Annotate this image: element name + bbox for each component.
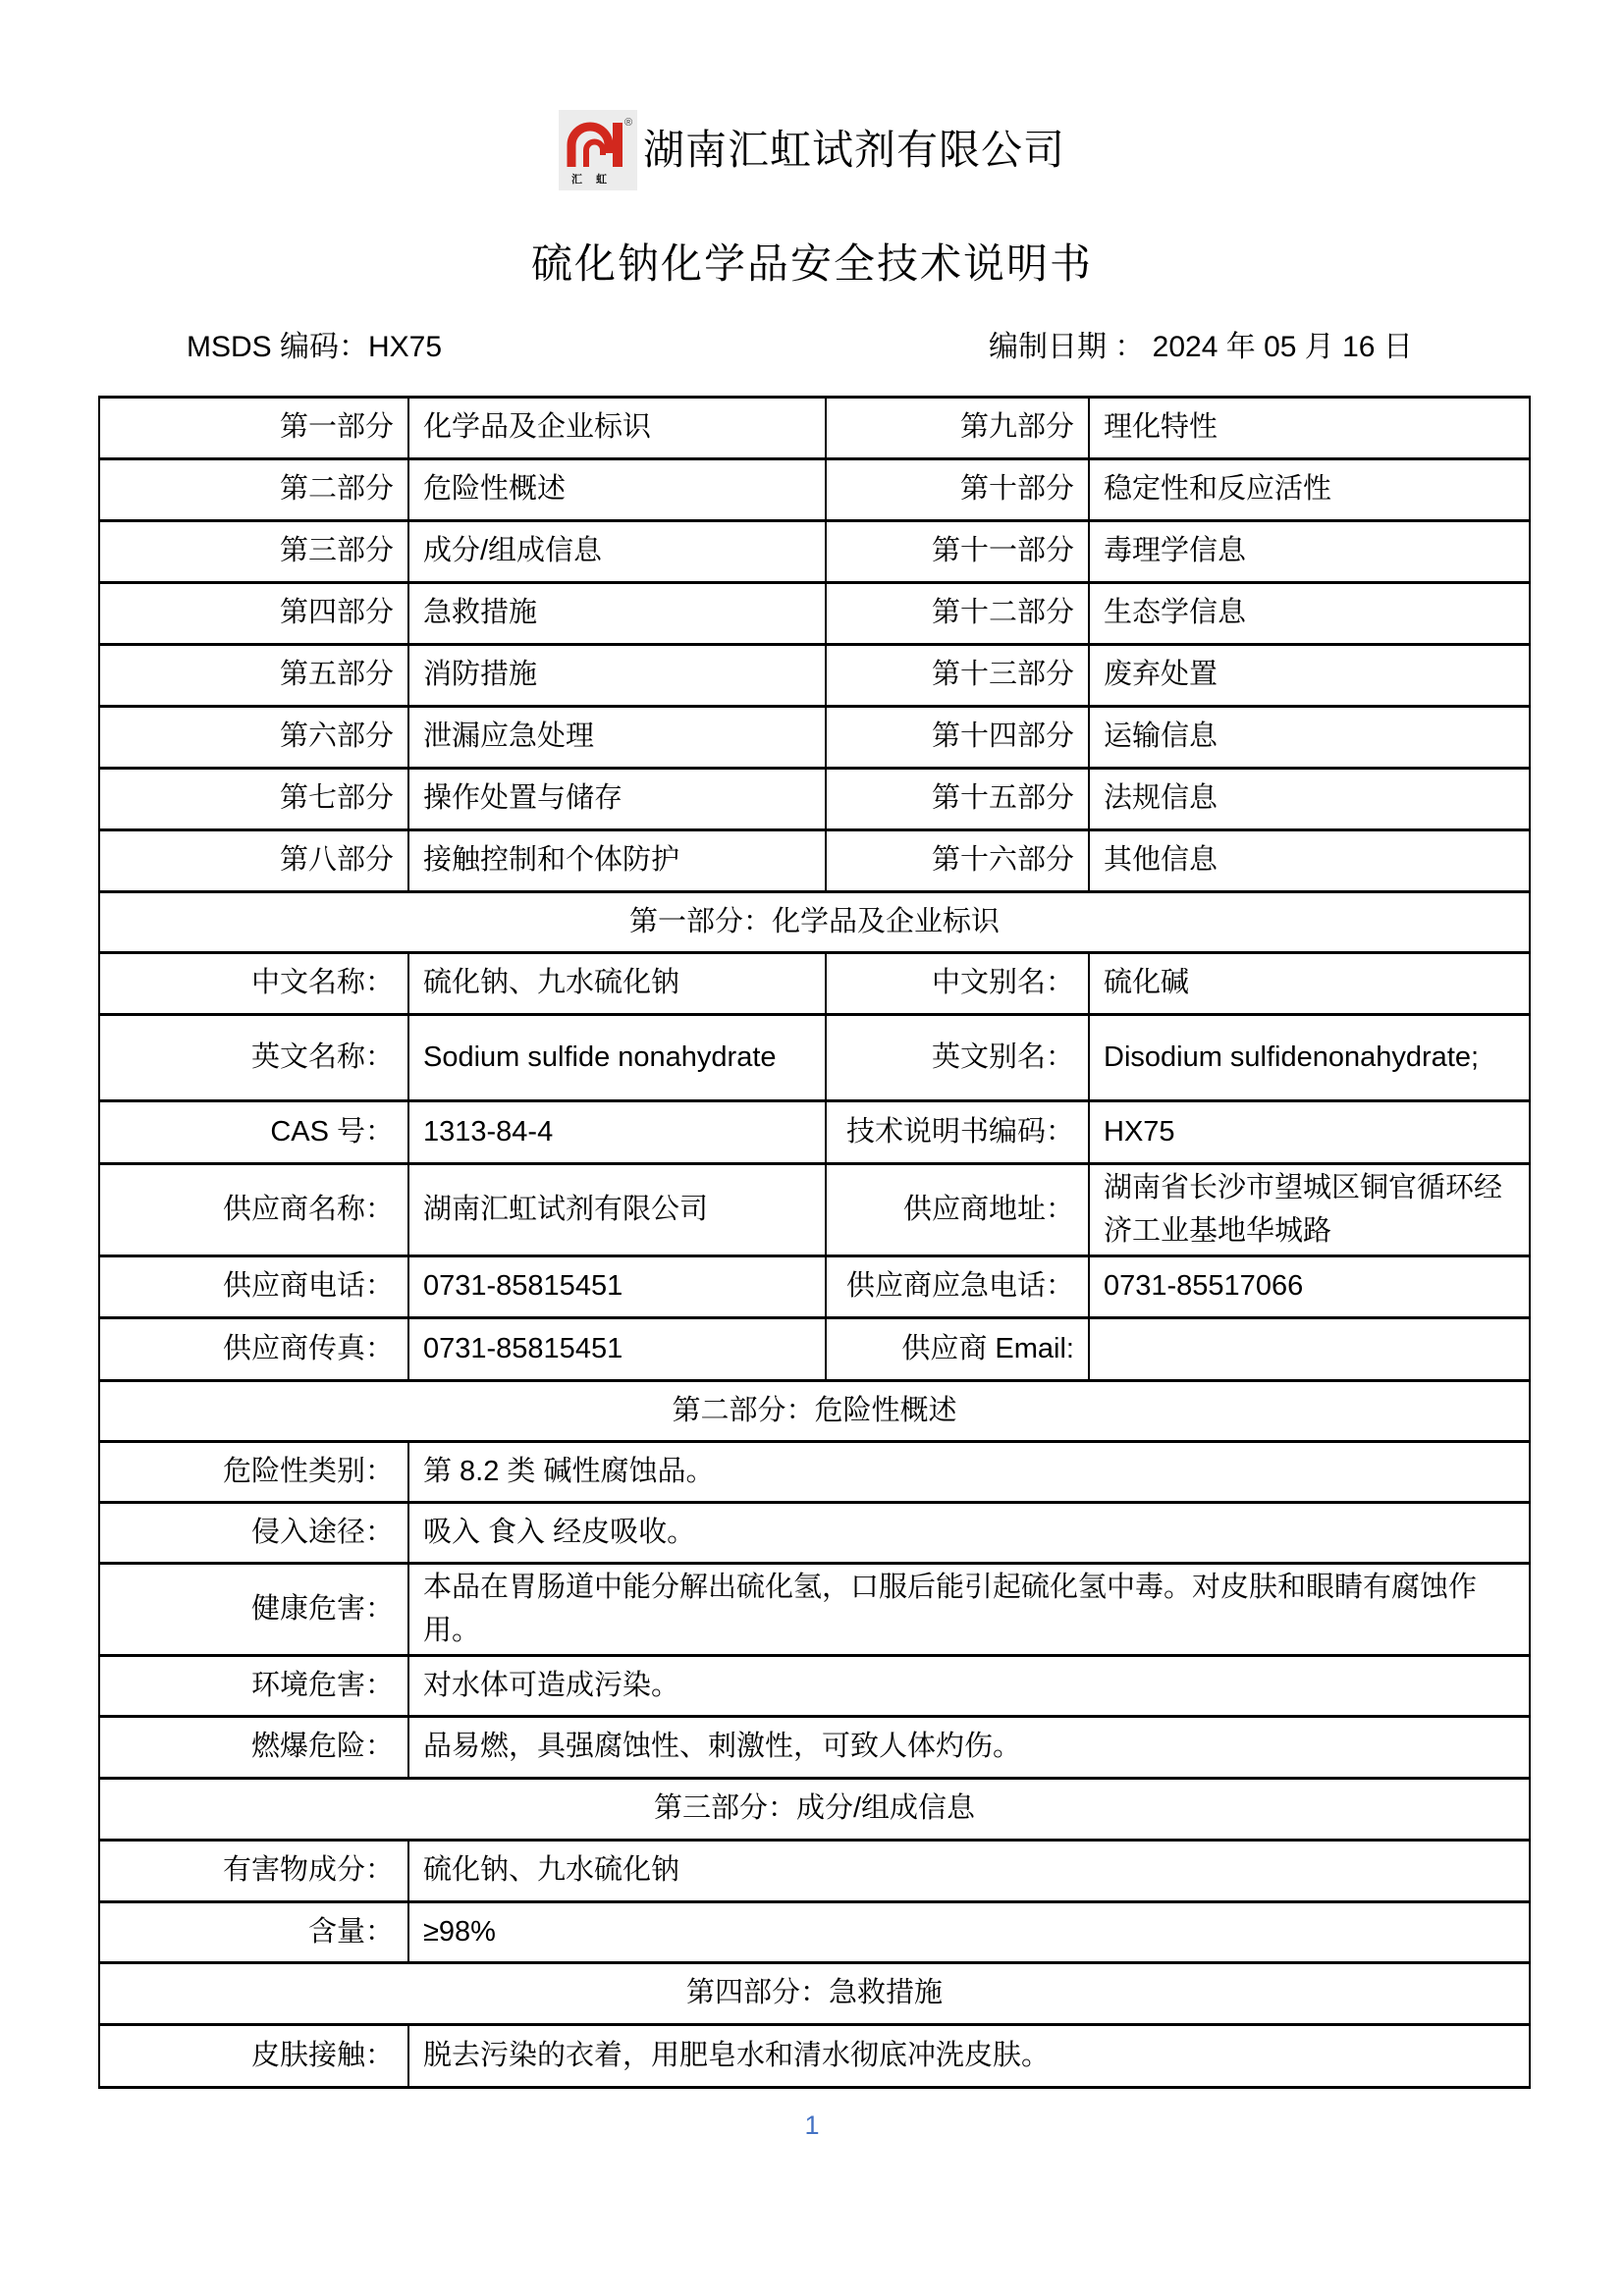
- field-label: 中文名称：: [99, 953, 408, 1015]
- toc-part-cell: 第六部分: [99, 707, 408, 769]
- table-row: [99, 521, 1530, 583]
- section-header: 第二部分：危险性概述: [99, 1381, 1530, 1442]
- table-row: [99, 1656, 1530, 1717]
- section-header: 第一部分：化学品及企业标识: [99, 892, 1530, 953]
- toc-title-cell: 成分/组成信息: [408, 521, 826, 583]
- field-label: 供应商传真：: [99, 1318, 408, 1381]
- toc-title-cell: 毒理学信息: [1089, 521, 1530, 583]
- svg-text:汇虹: 汇虹: [570, 174, 621, 186]
- msds-meta-line: [0, 322, 1624, 365]
- field-label: 供应商电话：: [99, 1256, 408, 1318]
- field-label: 英文名称：: [99, 1015, 408, 1101]
- field-value: ≥98%: [408, 1902, 1530, 1963]
- toc-part-cell: 第十四部分: [826, 707, 1089, 769]
- msds-table: [98, 396, 1531, 2089]
- toc-part-cell: 第十部分: [826, 459, 1089, 521]
- field-value: 硫化钠、九水硫化钠: [408, 953, 826, 1015]
- field-label: 供应商地址：: [826, 1164, 1089, 1256]
- table-row: [99, 707, 1530, 769]
- field-value: 0731-85815451: [408, 1318, 826, 1381]
- toc-title-cell: 生态学信息: [1089, 583, 1530, 645]
- toc-title-cell: 法规信息: [1089, 769, 1530, 830]
- compile-date: 编制日期 ： 2024 年 05 月 16 日: [989, 331, 1413, 363]
- section-header-row: [99, 892, 1530, 953]
- table-row: [99, 769, 1530, 830]
- toc-title-cell: 急救措施: [408, 583, 826, 645]
- field-value: 湖南省长沙市望城区铜官循环经济工业基地华城路: [1089, 1164, 1530, 1256]
- table-row: [99, 1902, 1530, 1963]
- field-label: 健康危害：: [99, 1564, 408, 1656]
- table-row: [99, 1564, 1530, 1656]
- field-label: 皮肤接触：: [99, 2025, 408, 2088]
- section-header: 第三部分：成分/组成信息: [99, 1779, 1530, 1841]
- field-label: 供应商名称：: [99, 1164, 408, 1256]
- field-label: 有害物成分：: [99, 1841, 408, 1902]
- toc-part-cell: 第五部分: [99, 645, 408, 707]
- toc-part-cell: 第八部分: [99, 830, 408, 892]
- field-value: 硫化碱: [1089, 953, 1530, 1015]
- field-value: Disodium sulfidenonahydrate;: [1089, 1015, 1530, 1101]
- field-label: 技术说明书编码：: [826, 1101, 1089, 1164]
- toc-part-cell: 第十五部分: [826, 769, 1089, 830]
- toc-title-cell: 运输信息: [1089, 707, 1530, 769]
- toc-title-cell: 操作处置与储存: [408, 769, 826, 830]
- table-row: [99, 1841, 1530, 1902]
- field-value: HX75: [1089, 1101, 1530, 1164]
- field-label: 侵入途径：: [99, 1503, 408, 1564]
- table-row: [99, 830, 1530, 892]
- field-value: 品易燃，具强腐蚀性、刺激性，可致人体灼伤。: [408, 1717, 1530, 1779]
- field-value: 硫化钠、九水硫化钠: [408, 1841, 1530, 1902]
- field-value: 第 8.2 类 碱性腐蚀品。: [408, 1442, 1530, 1503]
- table-row: [99, 953, 1530, 1015]
- toc-part-cell: 第十六部分: [826, 830, 1089, 892]
- toc-part-cell: 第十二部分: [826, 583, 1089, 645]
- toc-part-cell: 第一部分: [99, 398, 408, 459]
- table-row: [99, 459, 1530, 521]
- toc-title-cell: 废弃处置: [1089, 645, 1530, 707]
- table-row: [99, 398, 1530, 459]
- msds-code: MSDS 编码：HX75: [187, 331, 443, 363]
- field-label: 环境危害：: [99, 1656, 408, 1717]
- table-row: [99, 583, 1530, 645]
- field-label: 英文别名：: [826, 1015, 1089, 1101]
- toc-part-cell: 第三部分: [99, 521, 408, 583]
- toc-title-cell: 危险性概述: [408, 459, 826, 521]
- section-header-row: [99, 1779, 1530, 1841]
- field-value: 0731-85815451: [408, 1256, 826, 1318]
- field-label: CAS 号：: [99, 1101, 408, 1164]
- field-value: 湖南汇虹试剂有限公司: [408, 1164, 826, 1256]
- field-value: 对水体可造成污染。: [408, 1656, 1530, 1717]
- toc-part-cell: 第四部分: [99, 583, 408, 645]
- toc-title-cell: 稳定性和反应活性: [1089, 459, 1530, 521]
- field-label: 供应商应急电话：: [826, 1256, 1089, 1318]
- section-header-row: [99, 1963, 1530, 2025]
- table-row: [99, 1717, 1530, 1779]
- field-value: 吸入 食入 经皮吸收。: [408, 1503, 1530, 1564]
- toc-part-cell: 第二部分: [99, 459, 408, 521]
- toc-part-cell: 第七部分: [99, 769, 408, 830]
- field-value: 1313-84-4: [408, 1101, 826, 1164]
- svg-text:®: ®: [623, 117, 633, 129]
- field-value: 0731-85517066: [1089, 1256, 1530, 1318]
- table-row: [99, 1015, 1530, 1101]
- toc-title-cell: 消防措施: [408, 645, 826, 707]
- page-number: 1: [804, 2110, 820, 2140]
- table-row: [99, 2025, 1530, 2088]
- toc-title-cell: 理化特性: [1089, 398, 1530, 459]
- field-label: 供应商 Email:: [826, 1318, 1089, 1381]
- field-value: [1089, 1318, 1530, 1381]
- field-value: Sodium sulfide nonahydrate: [408, 1015, 826, 1101]
- toc-title-cell: 泄漏应急处理: [408, 707, 826, 769]
- table-row: [99, 1442, 1530, 1503]
- field-label: 含量：: [99, 1902, 408, 1963]
- table-row: [99, 1256, 1530, 1318]
- toc-title-cell: 化学品及企业标识: [408, 398, 826, 459]
- table-row: [99, 645, 1530, 707]
- table-row: [99, 1101, 1530, 1164]
- section-header: 第四部分：急救措施: [99, 1963, 1530, 2025]
- company-name: 湖南汇虹试剂有限公司: [642, 127, 1065, 173]
- section-header-row: [99, 1381, 1530, 1442]
- table-row: [99, 1503, 1530, 1564]
- toc-title-cell: 接触控制和个体防护: [408, 830, 826, 892]
- field-label: 中文别名：: [826, 953, 1089, 1015]
- field-value: 脱去污染的衣着，用肥皂水和清水彻底冲洗皮肤。: [408, 2025, 1530, 2088]
- toc-part-cell: 第十三部分: [826, 645, 1089, 707]
- field-value: 本品在胃肠道中能分解出硫化氢，口服后能引起硫化氢中毒。对皮肤和眼睛有腐蚀作用。: [408, 1564, 1530, 1656]
- table-row: [99, 1164, 1530, 1256]
- field-label: 危险性类别：: [99, 1442, 408, 1503]
- toc-part-cell: 第十一部分: [826, 521, 1089, 583]
- toc-title-cell: 其他信息: [1089, 830, 1530, 892]
- toc-part-cell: 第九部分: [826, 398, 1089, 459]
- huihong-logo-icon: [559, 110, 637, 190]
- document-title: 硫化钠化学品安全技术说明书: [530, 240, 1093, 287]
- company-header: [0, 110, 1624, 190]
- table-row: [99, 1318, 1530, 1381]
- field-label: 燃爆危险：: [99, 1717, 408, 1779]
